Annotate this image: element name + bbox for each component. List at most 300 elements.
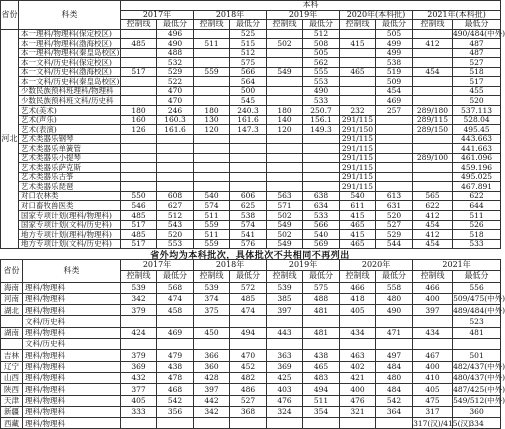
score-cell	[267, 316, 303, 327]
table-row	[1, 106, 501, 116]
score-cell: 487	[453, 48, 501, 58]
score-cell: 572	[230, 282, 267, 293]
score-cell: 563	[267, 191, 303, 201]
category-cell: 本一理科/物理科(渤海校区)	[19, 39, 121, 49]
score-cell: 402	[340, 361, 376, 372]
score-cell: 576	[230, 239, 267, 249]
category-cell: 对口畜牧兽医类	[19, 201, 121, 211]
score-cell: 324	[267, 406, 303, 417]
score-cell: 509/475(中外)	[453, 294, 505, 304]
header-year-2021: 2021年	[413, 260, 501, 271]
score-cell: 454	[413, 239, 453, 249]
category-cell: 文科/历史科	[23, 339, 121, 350]
score-cell	[121, 29, 157, 39]
score-cell	[413, 77, 453, 87]
category-cell: 艺术类器乐小提琴	[19, 153, 121, 163]
score-cell: 490	[303, 86, 340, 96]
score-cell: 442	[194, 395, 230, 406]
score-cell	[121, 316, 157, 327]
score-cell: 469	[376, 96, 413, 106]
score-cell	[303, 182, 340, 192]
score-cell: 542	[376, 395, 413, 406]
score-cell: 291/150	[340, 125, 376, 135]
score-cell: 511	[303, 395, 340, 406]
score-cell: 517	[121, 67, 157, 77]
score-cell	[413, 182, 453, 192]
score-cell: 488	[157, 48, 194, 58]
score-cell: 458	[157, 305, 194, 316]
category-cell: 地方专项计划(理科/物理科)	[19, 230, 121, 240]
table-row	[1, 316, 501, 327]
score-cell: 441.663	[453, 144, 501, 154]
header-year-2017: 2017年	[121, 10, 194, 20]
score-cell: 480/437(中外)	[453, 373, 505, 383]
score-cell	[340, 86, 376, 96]
score-cell: 377	[121, 384, 157, 395]
score-cell: 553	[303, 77, 340, 87]
score-cell: 130	[194, 115, 230, 125]
score-cell	[157, 418, 194, 429]
score-cell: 246	[157, 106, 194, 116]
table-row	[1, 282, 501, 293]
score-cell: 490	[157, 39, 194, 49]
score-cell: 611	[340, 201, 376, 211]
province-cell: 海南	[1, 282, 23, 293]
score-cell: 291/115	[340, 163, 376, 173]
header-control-line: 控制线	[121, 20, 157, 30]
score-cell: 180	[121, 106, 157, 116]
score-cell: 385	[267, 293, 303, 304]
score-cell: 545	[230, 96, 267, 106]
score-cell	[157, 316, 194, 327]
category-cell: 国家专项计划(文科/历史科)	[19, 220, 121, 230]
header-min-score: 最低分	[453, 271, 501, 282]
score-cell	[303, 163, 340, 173]
score-cell: 471	[376, 327, 413, 338]
header-year-2021: 2021年(本科批)	[413, 10, 501, 20]
header-min-score: 最低分	[453, 20, 501, 30]
score-cell	[121, 182, 157, 192]
table-row	[1, 361, 501, 372]
score-cell: 369	[267, 361, 303, 372]
category-cell: 艺术类器乐琵琶	[19, 182, 121, 192]
score-cell: 321	[340, 406, 376, 417]
score-cell: 511	[194, 211, 230, 221]
score-cell	[376, 153, 413, 163]
score-cell	[413, 144, 453, 154]
header-row-years-2	[1, 260, 501, 271]
score-cell: 512	[157, 211, 194, 221]
score-cell: 465	[303, 361, 340, 372]
score-cell: 508	[303, 39, 340, 49]
header-control-line: 控制线	[267, 20, 303, 30]
score-cell: 434	[413, 327, 453, 338]
table-row	[1, 144, 501, 154]
table-row	[1, 211, 501, 221]
score-cell: 474	[230, 305, 267, 316]
score-cell: 160	[121, 115, 157, 125]
table-row	[1, 406, 501, 417]
score-cell: 410	[413, 372, 453, 383]
score-cell: 363	[267, 350, 303, 361]
score-cell: 240.3	[230, 106, 267, 116]
score-cell: 482/437(中外)	[453, 362, 505, 372]
score-cell	[340, 77, 376, 87]
score-cell: 425	[267, 372, 303, 383]
table-row	[1, 58, 501, 68]
score-cell: 467.891	[453, 182, 501, 192]
score-cell: 120	[267, 125, 303, 135]
score-cell: 540	[303, 230, 340, 240]
category-cell: 艺术类器乐萨克斯	[19, 163, 121, 173]
category-cell: 艺术(声乐)	[19, 115, 121, 125]
table-row	[1, 305, 501, 316]
score-cell: 467	[413, 350, 453, 361]
header-province: 省份	[1, 1, 19, 30]
score-cell: 497	[376, 350, 413, 361]
score-cell	[194, 77, 230, 87]
table-row	[1, 293, 501, 304]
table-row	[1, 201, 501, 211]
score-cell	[413, 96, 453, 106]
score-cell: 485	[230, 293, 267, 304]
score-cell	[413, 48, 453, 58]
table-row	[1, 125, 501, 135]
score-cell: 490	[376, 305, 413, 316]
score-cell: 412	[413, 39, 453, 49]
category-cell: 本一理科/物理科(秦皇岛校区)	[19, 48, 121, 58]
score-cell: 291/115	[340, 153, 376, 163]
score-cell	[267, 153, 303, 163]
category-cell: 理科/物理科	[23, 327, 121, 338]
score-cell: 518	[453, 67, 501, 77]
score-cell: 549	[267, 239, 303, 249]
score-cell: 333	[121, 406, 157, 417]
score-cell: 412	[413, 211, 453, 221]
category-cell: 理科/物理科	[23, 350, 121, 361]
province-cell: 山西	[1, 372, 23, 383]
score-cell	[121, 77, 157, 87]
table-row	[1, 230, 501, 240]
table-row	[1, 39, 501, 49]
table-row	[1, 96, 501, 106]
header-min-score: 最低分	[230, 20, 267, 30]
score-cell: 526	[453, 220, 501, 230]
score-cell: 418	[340, 293, 376, 304]
score-cell: 566	[230, 67, 267, 77]
score-cell: 156.1	[303, 115, 340, 125]
table-row	[1, 163, 501, 173]
score-cell: 434	[340, 327, 376, 338]
score-cell: 466	[413, 282, 453, 293]
score-cell: 424	[121, 327, 157, 338]
category-cell: 理科/物理科	[23, 418, 121, 429]
score-cell: 454	[413, 67, 453, 77]
score-cell: 291/115	[340, 172, 376, 182]
header-control-line: 控制线	[413, 20, 453, 30]
score-cell	[121, 153, 157, 163]
province-cell: 辽宁	[1, 361, 23, 372]
score-cell	[376, 115, 413, 125]
score-cell: 569	[303, 239, 340, 249]
province-cell: 吉林	[1, 350, 23, 361]
score-cell	[376, 163, 413, 173]
score-cell	[194, 58, 230, 68]
score-cell	[230, 134, 267, 144]
score-cell: 415	[340, 211, 376, 221]
category-cell: 本一文科/历史科(秦皇岛校区)	[19, 77, 121, 87]
score-cell: 634	[303, 201, 340, 211]
score-cell: 289/115	[413, 115, 453, 125]
score-cell: 360	[194, 361, 230, 372]
score-cell	[303, 172, 340, 182]
province-rows	[1, 282, 505, 429]
score-cell	[453, 339, 501, 350]
score-cell	[121, 144, 157, 154]
score-cell: 397	[194, 384, 230, 395]
score-cell: 415	[340, 39, 376, 49]
score-cell: 541	[230, 230, 267, 240]
score-cell: 364	[376, 406, 413, 417]
score-cell	[194, 144, 230, 154]
category-cell: 文科/历史科	[23, 316, 121, 327]
score-cell: 546	[121, 201, 157, 211]
province-cell: 西藏	[1, 418, 23, 429]
score-cell: 120	[194, 125, 230, 135]
table-row	[1, 191, 501, 201]
table-row	[1, 372, 501, 383]
category-cell: 艺术(表演)	[19, 125, 121, 135]
score-cell: 559	[194, 239, 230, 249]
score-cell: 438	[303, 350, 340, 361]
score-cell: 400	[340, 384, 376, 395]
score-cell: 556	[453, 282, 501, 293]
header-control-line: 控制线	[340, 20, 376, 30]
score-cell: 452	[230, 361, 267, 372]
score-cell: 149.3	[303, 125, 340, 135]
score-cell	[230, 153, 267, 163]
score-cell	[157, 144, 194, 154]
score-cell	[413, 29, 453, 39]
score-cell: 519	[376, 67, 413, 77]
score-cell: 638	[303, 191, 340, 201]
score-cell	[376, 418, 413, 429]
category-cell: 艺术(美术)	[19, 106, 121, 116]
score-cell: 469	[157, 327, 194, 338]
score-cell: 540	[340, 191, 376, 201]
score-cell	[340, 48, 376, 58]
province-cell: 新疆	[1, 406, 23, 417]
score-cell: 495.025	[453, 172, 501, 182]
score-cell: 515	[230, 39, 267, 49]
category-cell: 地方专项计划(文科/历史科)	[19, 239, 121, 249]
score-cell: 532	[157, 58, 194, 68]
header-control-line: 控制线	[340, 271, 376, 282]
score-cell	[303, 418, 340, 429]
score-cell: 558	[376, 282, 413, 293]
score-cell: 291/115	[340, 115, 376, 125]
score-cell: 559	[194, 220, 230, 230]
score-cell	[121, 339, 157, 350]
score-cell: 476	[340, 395, 376, 406]
header-control-line: 控制线	[267, 271, 303, 282]
score-cell: 542	[157, 395, 194, 406]
score-cell: 400	[413, 361, 453, 372]
hebei-rows	[1, 29, 505, 249]
score-cell: 443.663	[453, 134, 501, 144]
score-cell: 568	[157, 282, 194, 293]
table-row	[1, 350, 501, 361]
category-cell: 艺术类器乐古筝	[19, 172, 121, 182]
header-year-2019: 2019年	[267, 10, 340, 20]
score-cell	[121, 163, 157, 173]
score-cell: 360	[453, 406, 501, 417]
score-cell: 502	[267, 39, 303, 49]
score-cell: 289/100	[413, 153, 453, 163]
score-cell: 505	[376, 29, 413, 39]
score-cell	[267, 134, 303, 144]
score-cell: 644	[453, 201, 501, 211]
section-banner: 省外均为本科批次，具体批次不共相同不再列出	[150, 250, 350, 261]
score-cell	[230, 144, 267, 154]
score-cell: 494	[303, 384, 340, 395]
score-cell: 511	[194, 230, 230, 240]
score-cell: 538	[230, 211, 267, 221]
table-row	[1, 67, 501, 77]
score-cell: 527	[453, 58, 501, 68]
score-cell: 606	[230, 191, 267, 201]
score-cell: 374	[194, 293, 230, 304]
score-cell	[194, 339, 230, 350]
score-cell	[376, 182, 413, 192]
score-cell: 470	[230, 350, 267, 361]
table-row	[1, 395, 501, 406]
score-cell	[376, 172, 413, 182]
score-cell: 500	[230, 86, 267, 96]
score-cell: 518	[453, 230, 501, 240]
score-cell: 566	[303, 220, 340, 230]
score-cell: 549/512(中外)	[453, 395, 505, 405]
score-cell	[230, 339, 267, 350]
score-cell: 454	[413, 220, 453, 230]
score-cell	[121, 134, 157, 144]
category-cell: 本一文科/历史科(保定校区)	[19, 58, 121, 68]
score-cell: 527	[230, 395, 267, 406]
score-cell: 484	[376, 384, 413, 395]
category-cell: 国家专项计划(理科/物理科)	[19, 211, 121, 221]
score-cell: 454	[376, 86, 413, 96]
score-cell	[230, 163, 267, 173]
score-cell: 354	[303, 406, 340, 417]
header-benke: 本科	[121, 1, 501, 11]
score-cell: 574	[194, 201, 230, 211]
table-row	[1, 48, 501, 58]
score-cell: 480	[376, 372, 413, 383]
score-cell	[376, 125, 413, 135]
score-cell: 523	[453, 316, 501, 327]
score-cell	[303, 316, 340, 327]
score-cell	[340, 316, 376, 327]
score-cell	[194, 418, 230, 429]
score-cell	[267, 58, 303, 68]
score-cell: 250.7	[303, 106, 340, 116]
header-row-benke	[1, 1, 501, 11]
score-cell: 466	[340, 282, 376, 293]
score-cell: 160.3	[157, 115, 194, 125]
score-cell: 502	[267, 211, 303, 221]
score-cell: 622	[413, 201, 453, 211]
score-cell: 397	[413, 305, 453, 316]
score-cell: 490/484(中外)	[453, 29, 505, 39]
score-cell	[267, 163, 303, 173]
score-cell: 450	[194, 327, 230, 338]
score-cell	[303, 144, 340, 154]
header-control-line: 控制线	[121, 271, 157, 282]
score-cell	[194, 316, 230, 327]
score-cell	[267, 339, 303, 350]
score-cell: 379	[121, 305, 157, 316]
category-cell: 对口农林类	[19, 191, 121, 201]
header-min-score: 最低分	[157, 20, 194, 30]
score-cell: 443	[267, 327, 303, 338]
score-cell	[157, 182, 194, 192]
score-cell: 403	[267, 384, 303, 395]
score-cell: 289/180	[413, 106, 453, 116]
table-row	[1, 339, 501, 350]
score-cell: 499	[376, 39, 413, 49]
score-cell: 540	[194, 191, 230, 201]
score-cell: 537.113	[453, 106, 501, 116]
score-cell	[413, 86, 453, 96]
header-min-score: 最低分	[230, 271, 267, 282]
province-cell: 陕西	[1, 384, 23, 395]
score-cell: 555	[303, 67, 340, 77]
header-control-line: 控制线	[194, 20, 230, 30]
score-cell: 525	[230, 29, 267, 39]
header-category: 科类	[19, 1, 121, 30]
category-cell: 艺术类器乐单簧管	[19, 144, 121, 154]
score-cell: 575	[230, 58, 267, 68]
score-cell: 549	[267, 67, 303, 77]
score-cell: 511	[194, 39, 230, 49]
header-min-score: 最低分	[157, 271, 194, 282]
province-cell: 湖南	[1, 327, 23, 338]
score-cell: 465	[340, 239, 376, 249]
score-cell	[194, 172, 230, 182]
score-cell: 161.6	[157, 125, 194, 135]
score-cell: 317	[413, 406, 453, 417]
score-cell	[340, 339, 376, 350]
category-cell: 艺术类器乐钢琴	[19, 134, 121, 144]
score-cell: 522	[157, 77, 194, 87]
score-cell: 562	[303, 58, 340, 68]
score-cell: 438	[157, 361, 194, 372]
score-cell	[194, 29, 230, 39]
score-cell: 485	[121, 211, 157, 221]
score-cell	[194, 96, 230, 106]
table-row	[1, 153, 501, 163]
score-cell	[267, 48, 303, 58]
score-cell: 368	[230, 406, 267, 417]
score-cell: 379	[121, 350, 157, 361]
score-cell: 397	[267, 305, 303, 316]
score-cell: 405	[413, 384, 453, 395]
score-cell: 544	[376, 239, 413, 249]
header-year-2020: 2020年	[340, 260, 413, 271]
score-cell: 405	[121, 395, 157, 406]
score-cell: 512	[230, 48, 267, 58]
category-cell: 少数民族预科班文科/历史科	[19, 96, 121, 106]
